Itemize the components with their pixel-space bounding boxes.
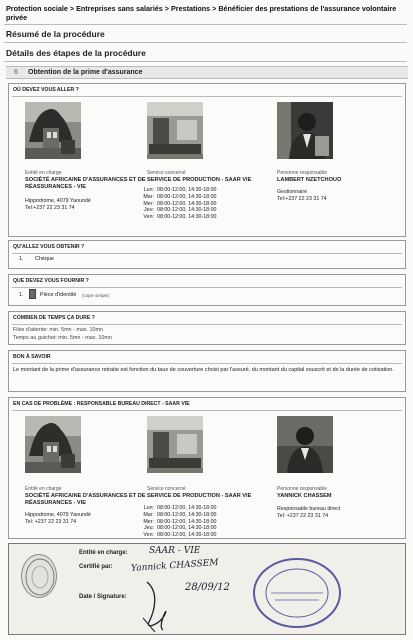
hours-time: 08:00-12:00, 14:30-18:00 <box>157 193 217 200</box>
left-stamp-seal <box>21 554 57 598</box>
divider <box>12 324 402 325</box>
queue-time: Files d'attente: min. 5mn - max. 10mn <box>13 327 104 333</box>
obtain-title: QU'ALLEZ VOUS OBTENIR ? <box>13 244 85 250</box>
hours-row <box>137 201 217 208</box>
obtain-item-number: 1. <box>19 256 24 262</box>
divider <box>12 363 402 364</box>
divider <box>4 61 407 62</box>
provide-item-note: (copie simple) <box>82 293 110 298</box>
person-role: Responsable bureau direct <box>277 506 341 512</box>
hours-row <box>137 525 217 532</box>
hours-time: 08:00-12:00, 14:30-18:00 <box>157 214 217 221</box>
where-title: OÙ DEVEZ VOUS ALLER ? <box>13 87 79 93</box>
service-hours <box>137 505 217 539</box>
service-hours <box>137 187 217 221</box>
counter-time: Temps au guichet: min. 5mn - max. 10mn <box>13 335 112 341</box>
hours-time: 08:00-12:00, 14:30-18:00 <box>157 505 217 511</box>
divider <box>4 24 407 25</box>
entity-caption: Entité en charge <box>25 486 62 492</box>
entity-phone: Tel: +237 22 23 31 74 <box>25 519 77 525</box>
person-name: YANNICK CHASSEM <box>277 493 332 499</box>
entity-caption: Entité en charge <box>25 170 62 176</box>
hours-day: Ven: <box>143 214 154 221</box>
company-stamp <box>251 556 343 630</box>
date-handwritten: 28/09/12 <box>185 582 230 593</box>
hours-time: 08:00-12:00, 14:30-18:00 <box>157 207 217 214</box>
document-icon <box>29 289 36 299</box>
person-phone: Tel:+237 22 23 31 74 <box>277 196 327 202</box>
divider <box>12 410 402 411</box>
service-office-photo <box>147 416 203 473</box>
hours-day: Mer: <box>143 200 154 207</box>
hours-time: 08:00-12:00, 14:30-18:00 <box>157 200 217 207</box>
certified-handwritten: Yannick CHASSEM <box>130 557 219 575</box>
hours-row <box>137 207 217 214</box>
hours-row <box>137 187 217 194</box>
hours-day: Lun: <box>143 505 154 511</box>
entity-name: SOCIÉTÉ AFRICAINE D'ASSURANCES ET DE RÉASSURANCES - VIE <box>25 493 146 506</box>
step-header <box>6 66 408 79</box>
entity-phone: Tel:+237 22 23 31 74 <box>25 205 75 211</box>
service-caption: Service concerné <box>147 486 186 492</box>
person-portrait-photo <box>277 416 333 473</box>
hours-time: 08:00-12:00, 14:30-18:00 <box>157 532 217 539</box>
entity-address: Hippodrome, 4079 Yaoundé <box>25 512 91 518</box>
divider <box>12 253 402 254</box>
hours-row <box>137 512 217 519</box>
person-role: Gestionnaire <box>277 189 308 195</box>
hours-row <box>137 214 217 221</box>
divider <box>12 287 402 288</box>
service-office-photo <box>147 102 203 159</box>
entity-name: SOCIÉTÉ AFRICAINE D'ASSURANCES ET DE RÉASSURANCES - VIE <box>25 177 146 190</box>
provide-title: QUE DEVEZ VOUS FOURNIR ? <box>13 278 89 284</box>
handwritten-signature <box>135 574 195 634</box>
tips-text: Le montant de la prime d'assurance retraite est fonction du taux de couverture choisi par l'assuré, du montant du capital souscrit et de la durée de cotisation. <box>13 367 394 373</box>
person-name: LAMBERT NZETCHOUO <box>277 177 342 183</box>
provide-item: Pièce d'identité <box>40 292 77 298</box>
divider <box>12 96 402 97</box>
hours-row <box>137 519 217 526</box>
entity-address: Hippodrome, 4079 Yaoundé <box>25 198 91 204</box>
problem-section <box>8 397 406 539</box>
hours-day: Mer: <box>143 518 154 525</box>
hours-day: Lun: <box>143 187 154 193</box>
tips-title: BON À SAVOIR <box>13 354 51 360</box>
divider <box>4 42 407 43</box>
hours-day: Jeu: <box>143 207 154 214</box>
obtain-section <box>8 240 406 269</box>
service-name: SERVICE DE PRODUCTION - SAAR VIE <box>147 177 252 183</box>
date-signature-label: Date / Signature: <box>79 594 127 600</box>
step-number: 6 <box>14 69 18 76</box>
certified-label: Certifié par: <box>79 564 113 570</box>
entity-building-photo <box>25 416 81 473</box>
heading-details: Détails des étapes de la procédure <box>6 48 146 58</box>
hours-time: 08:00-12:00, 14:30-18:00 <box>157 525 217 532</box>
entity-label: Entité en charge: <box>79 550 128 556</box>
heading-resume: Résumé de la procédure <box>6 29 105 39</box>
problem-title: EN CAS DE PROBLÈME : RESPONSABLE BUREAU DIRECT - SAAR VIE <box>13 401 190 407</box>
hours-time: 08:00-12:00, 14:30-18:00 <box>157 518 217 525</box>
provide-item-number: 1. <box>19 292 24 298</box>
person-caption: Personne responsable <box>277 170 328 176</box>
duration-section <box>8 311 406 345</box>
hours-time: 08:00-12:00, 14:30-18:00 <box>157 511 217 518</box>
person-phone: Tel: +237 22 23 31 74 <box>277 513 329 519</box>
duration-title: COMBIEN DE TEMPS ÇA DURE ? <box>13 315 95 321</box>
hours-row <box>137 194 217 201</box>
hours-time: 08:00-12:00, 14:30-18:00 <box>157 187 217 193</box>
obtain-item: Chèque <box>35 256 54 262</box>
provide-section <box>8 274 406 306</box>
entity-building-photo <box>25 102 81 159</box>
service-name: SERVICE DE PRODUCTION - SAAR VIE <box>147 493 252 499</box>
where-section <box>8 83 406 237</box>
hours-day: Ven: <box>143 532 154 539</box>
hours-day: Jeu: <box>143 525 154 532</box>
hours-row <box>137 505 217 512</box>
hours-day: Mar: <box>143 511 154 518</box>
breadcrumb[interactable]: Protection sociale > Entreprises sans salariés > Prestations > Bénéficier des prestations de l'assurance volontaire privée <box>6 4 397 22</box>
certification-box <box>8 543 406 635</box>
entity-handwritten: SAAR - VIE <box>149 546 201 556</box>
person-portrait-photo <box>277 102 333 159</box>
hours-day: Mar: <box>143 193 154 200</box>
step-title: Obtention de la prime d'assurance <box>28 69 143 76</box>
hours-row <box>137 532 217 539</box>
tips-section <box>8 350 406 392</box>
service-caption: Service concerné <box>147 170 186 176</box>
person-caption: Personne responsable <box>277 486 328 492</box>
